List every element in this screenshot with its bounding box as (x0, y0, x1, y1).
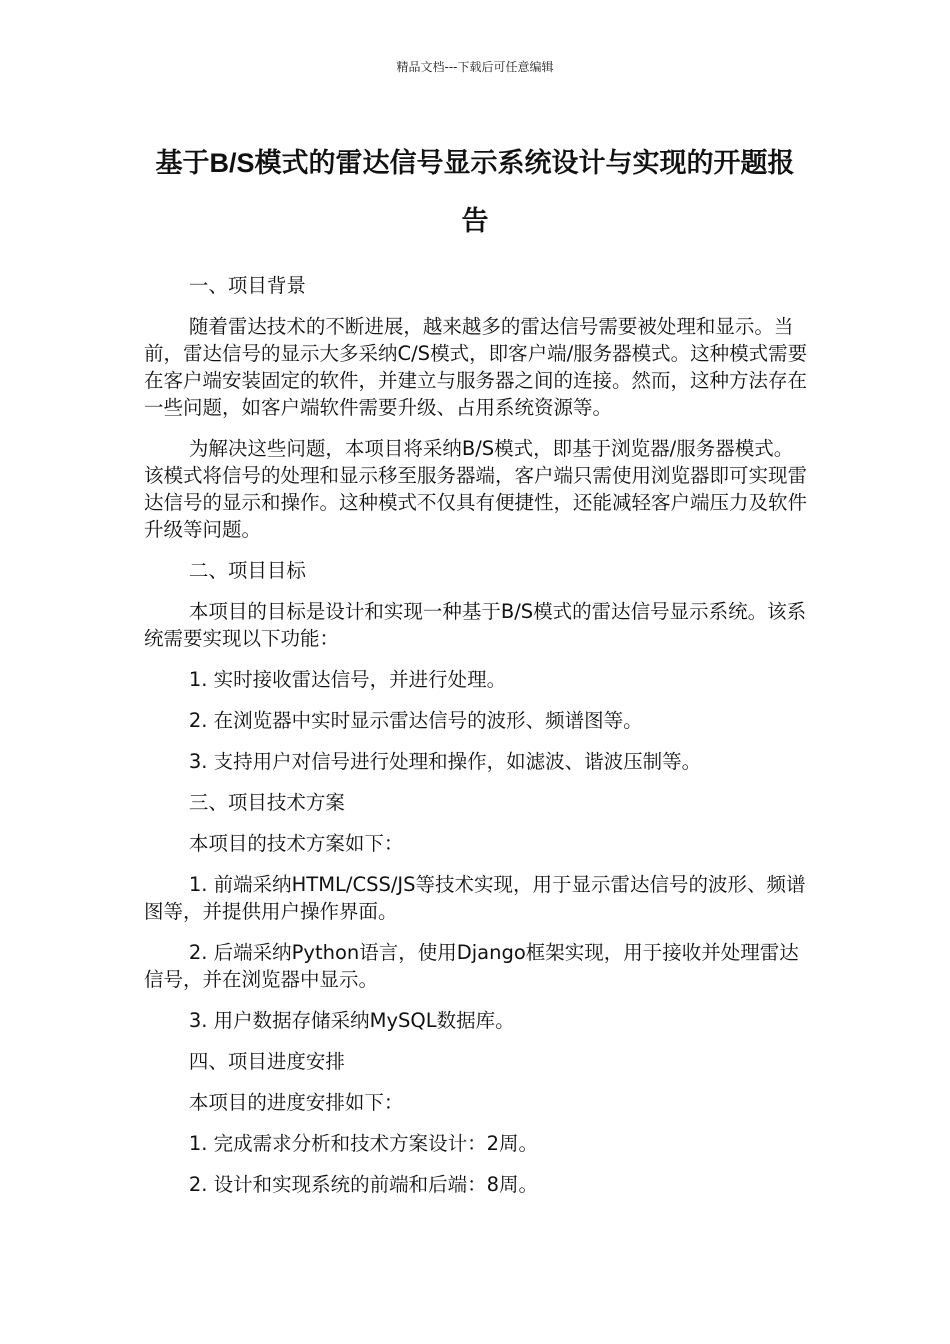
paragraph: 随着雷达技术的不断进展，越来越多的雷达信号需要被处理和显示。当前，雷达信号的显示大多采纳C/S模式，即客户端/服务器模式。这种模式需要在客户端安装固定的软件，并建立与服务器之间的连接。然而，这种方法存在一些问题，如客户端软件需要升级、占用系统资源等。 (144, 315, 808, 419)
list-item: 2. 设计和实现系统的前端和后端：8周。 (188, 1173, 539, 1196)
section-heading-schedule: 四、项目进度安排 (188, 1050, 345, 1073)
paragraph: 本项目的目标是设计和实现一种基于B/S模式的雷达信号显示系统。该系统需要实现以下功能： (144, 600, 807, 650)
list-item: 1. 完成需求分析和技术方案设计：2周。 (188, 1132, 539, 1155)
list-item: 3. 用户数据存储采纳MySQL数据库。 (188, 1009, 515, 1032)
list-item: 2. 在浏览器中实时显示雷达信号的波形、频谱图等。 (188, 709, 643, 732)
list-item: 3. 支持用户对信号进行处理和操作，如滤波、谐波压制等。 (188, 750, 702, 773)
section-heading-background: 一、项目背景 (188, 274, 306, 297)
document-title: 基于B/S模式的雷达信号显示系统设计与实现的开题报告 (155, 148, 795, 236)
list-item: 1. 实时接收雷达信号，并进行处理。 (188, 668, 507, 691)
list-item: 1. 前端采纳HTML/CSS/JS等技术实现，用于显示雷达信号的波形、频谱图等，并提供用户操作界面。 (144, 873, 806, 923)
paragraph: 本项目的进度安排如下： (188, 1091, 404, 1114)
list-item: 2. 后端采纳Python语言，使用Django框架实现，用于接收并处理雷达信号，并在浏览器中显示。 (144, 941, 799, 991)
section-heading-tech: 三、项目技术方案 (188, 791, 345, 814)
paragraph: 为解决这些问题，本项目将采纳B/S模式，即基于浏览器/服务器模式。该模式将信号的处理和显示移至服务器端，客户端只需使用浏览器即可实现雷达信号的显示和操作。这种模式不仅具有便捷性，还能减轻客户端压力及软件升级等问题。 (144, 437, 808, 541)
document-body (144, 272, 808, 1212)
section-heading-goals: 二、项目目标 (188, 559, 306, 582)
header-note: 精品文档---下载后可任意编辑 (396, 60, 554, 74)
paragraph: 本项目的技术方案如下： (188, 832, 404, 855)
